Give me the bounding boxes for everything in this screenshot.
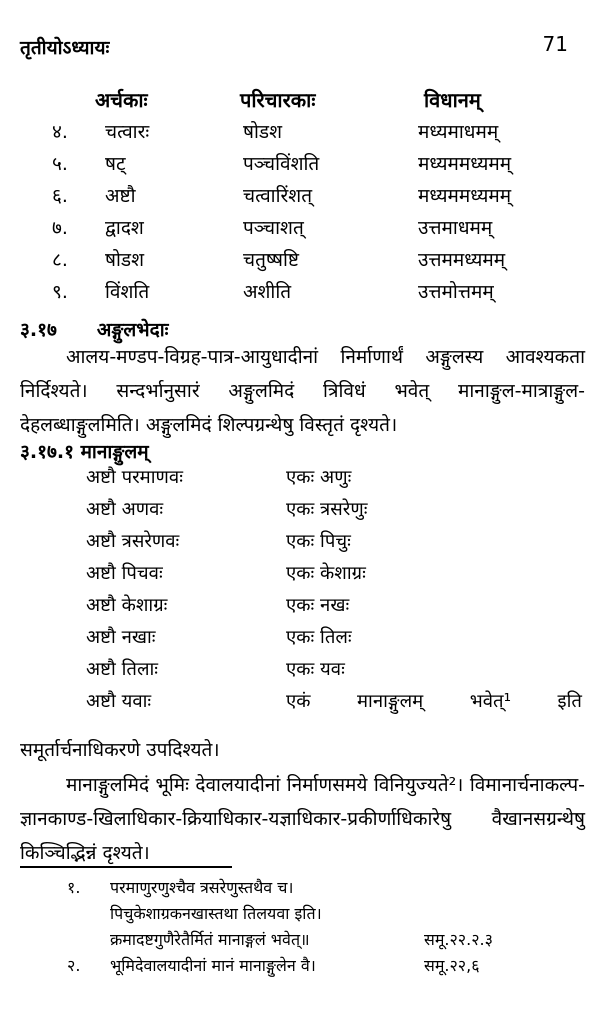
- measure-right: एकः पिचुः: [286, 531, 351, 552]
- measure-left: अष्टौ तिलाः: [86, 659, 159, 680]
- table-row: [0, 118, 600, 150]
- archaka-count: द्वादश: [105, 217, 144, 239]
- measure-left: अष्टौ अणवः: [86, 499, 164, 520]
- measure-row: [0, 624, 600, 656]
- page-number: 71: [542, 32, 568, 56]
- archaka-count: चत्वारः: [105, 121, 150, 143]
- paragraph-manangula: [20, 768, 585, 870]
- measure-word: मानाङ्गुलम्: [356, 691, 424, 712]
- measure-row: [0, 656, 600, 688]
- paricharaka-count: चतुष्षष्टि: [243, 249, 300, 271]
- measure-word: एकं: [286, 691, 311, 712]
- row-number: ४.: [52, 121, 68, 143]
- vidhana-name: मध्यमाधमम्: [418, 121, 499, 143]
- measure-row: [0, 560, 600, 592]
- measure-right: एकः केशाग्रः: [286, 563, 366, 584]
- footnote-line: [0, 954, 600, 980]
- section-number: ३.१७: [20, 319, 57, 341]
- row-number: ८.: [52, 249, 68, 271]
- running-header-chapter: तृतीयोऽध्यायः: [20, 37, 110, 59]
- column-header-paricharaka: परिचारकाः: [240, 88, 316, 112]
- footnote-text: परमाणुरणुश्चैव त्रसरेणुस्तथैव च।: [110, 878, 294, 897]
- row-number: ९.: [52, 281, 68, 303]
- measure-conclusion: समूर्तार्चनाधिकरणे उपदिश्यते।: [20, 739, 220, 761]
- paragraph-text: आलय-मण्डप-विग्रह-पात्र-आयुधादीनां निर्माणार्थं अङ्गुलस्य आवश्यकता निर्दिश्यते। सन्दर्भानुसारं अङ्गुलमिदं त्रिविधं भवेत् मानाङ्गुल-मात्राङ्गुल-देहलब्धाङ्गुलमिति। अङ्गुलमिदं शिल्पग्रन्थेषु विस्तृतं दृश्यते।: [20, 346, 585, 436]
- paragraph-text: मानाङ्गुलमिदं भूमिः देवालयादीनां निर्माणसमये विनियुज्यते²। विमानार्चनाकल्प-ज्ञानकाण्ड-खिलाधिकार-क्रियाधिकार-यज्ञाधिकार-प्रकीर्णाधिकारेषु वैखानसग्रन्थेषु किञ्चिद्भिन्नं दृश्यते।: [20, 774, 585, 864]
- section-title: अङ्गुलभेदाः: [96, 319, 169, 341]
- paricharaka-count: षोडश: [243, 121, 282, 143]
- paricharaka-count: अशीति: [243, 281, 292, 303]
- measure-left: अष्टौ पिचवः: [86, 563, 163, 584]
- measure-row: [0, 464, 600, 496]
- vidhana-name: मध्यममध्यमम्: [418, 153, 512, 175]
- measure-right: एकः अणुः: [286, 467, 352, 488]
- archaka-count: षोडश: [105, 249, 144, 271]
- measure-left: अष्टौ यवाः: [86, 691, 152, 712]
- paricharaka-count: पञ्चाशत्: [243, 217, 304, 239]
- measure-row-last: [0, 688, 600, 720]
- footnote-text: भूमिदेवालयादीनां मानं मानाङ्गुलेन वै।: [110, 956, 316, 975]
- vidhana-name: उत्तममध्यमम्: [418, 249, 506, 271]
- footnote-reference: समू.२२.२.३: [424, 930, 493, 949]
- measure-left: अष्टौ त्रसरेणवः: [86, 531, 180, 552]
- measure-word: इति: [557, 691, 582, 712]
- priest-staff-table: [0, 86, 600, 310]
- measure-list: [0, 464, 600, 720]
- table-row: [0, 246, 600, 278]
- footnote-number: १.: [67, 878, 81, 897]
- table-row: [0, 182, 600, 214]
- footnote-reference: समू.२२,६: [424, 956, 480, 975]
- archaka-count: विंशति: [105, 281, 150, 303]
- paricharaka-count: पञ्चविंशति: [243, 153, 320, 175]
- measure-left: अष्टौ नखाः: [86, 627, 156, 648]
- archaka-count: षट्: [105, 153, 126, 175]
- table-row: [0, 150, 600, 182]
- measure-right: एकः यवः: [286, 659, 345, 680]
- row-number: ६.: [52, 185, 68, 207]
- column-header-vidhanam: विधानम्: [424, 88, 481, 112]
- measure-row: [0, 496, 600, 528]
- measure-row: [0, 592, 600, 624]
- measure-left: अष्टौ परमाणवः: [86, 467, 183, 488]
- footnote-number: २.: [67, 956, 81, 975]
- row-number: ५.: [52, 153, 68, 175]
- measure-right: एकः त्रसरेणुः: [286, 499, 368, 520]
- measure-right: एकः तिलः: [286, 627, 352, 648]
- vidhana-name: उत्तमाधमम्: [418, 217, 493, 239]
- column-header-archaka: अर्चकाः: [95, 88, 148, 112]
- paricharaka-count: चत्वारिंशत्: [243, 185, 313, 207]
- subsection-heading-manangula: ३.१७.१ मानाङ्गुलम्: [20, 441, 149, 463]
- footnote-line: [0, 902, 600, 928]
- archaka-count: अष्टौ: [105, 185, 136, 207]
- table-header-row: [0, 86, 600, 118]
- paragraph-angula: [20, 340, 585, 442]
- footnote-text: पिचुकेशाग्रकनखास्तथा तिलयवा इति।: [110, 904, 322, 923]
- table-row: [0, 278, 600, 310]
- footnote-divider: [20, 866, 232, 868]
- measure-right-justified: [286, 688, 582, 713]
- vidhana-name: उत्तमोत्तमम्: [418, 281, 494, 303]
- row-number: ७.: [52, 217, 68, 239]
- footnote-text: क्रमादष्टगुणैरेतैर्मितं मानाङ्गलं भवेत्॥: [110, 930, 310, 949]
- measure-right: एकः नखः: [286, 595, 350, 616]
- section-heading-angula: [20, 316, 169, 342]
- measure-left: अष्टौ केशाग्रः: [86, 595, 168, 616]
- footnote-line: [0, 876, 600, 902]
- vidhana-name: मध्यममध्यमम्: [418, 185, 512, 207]
- measure-row: [0, 528, 600, 560]
- measure-word: भवेत्¹: [469, 691, 512, 712]
- footnote-line: [0, 928, 600, 954]
- table-row: [0, 214, 600, 246]
